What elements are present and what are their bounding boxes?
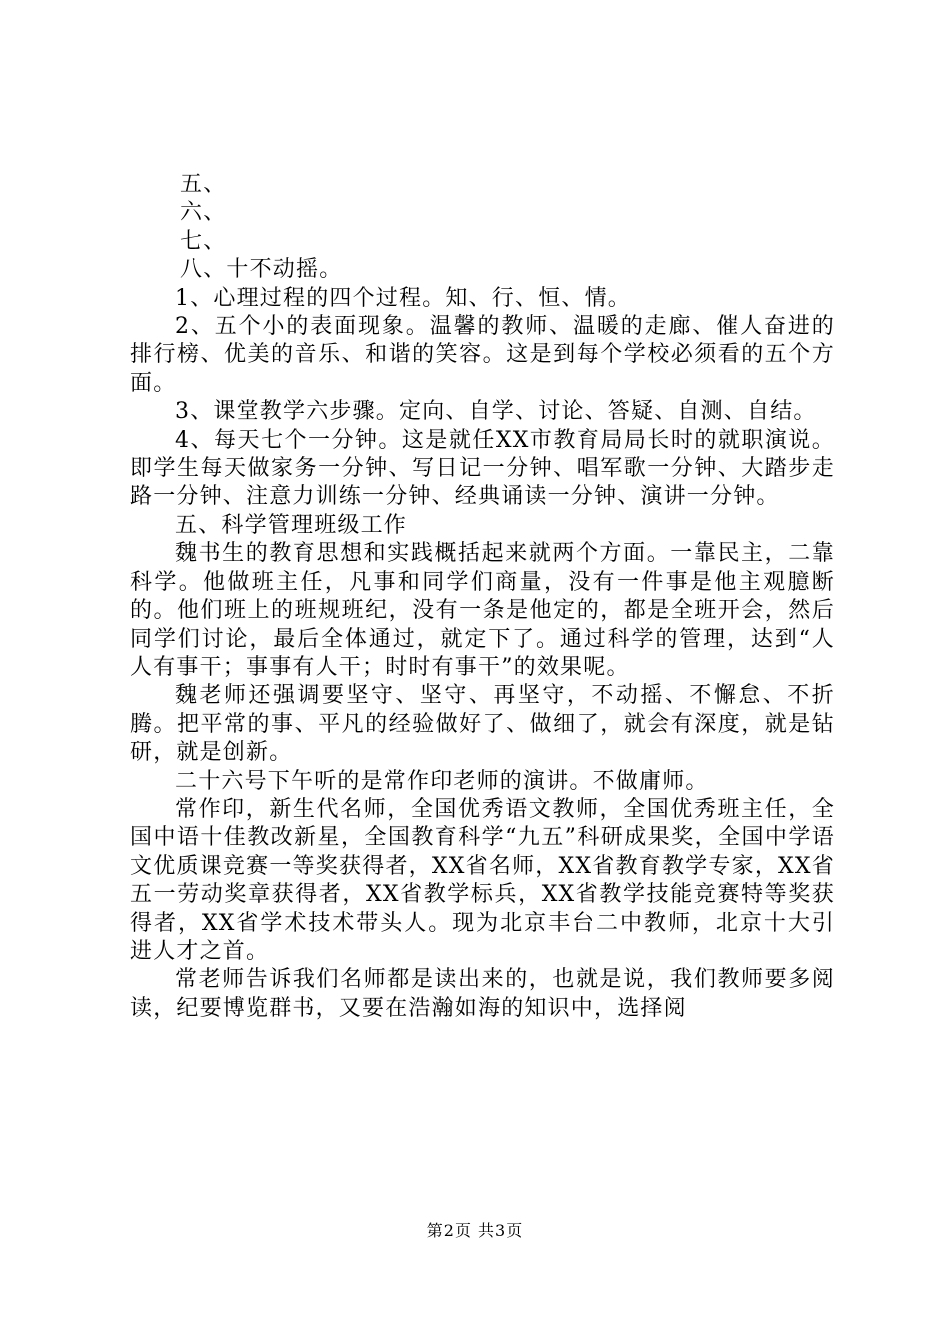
list-item: 六、 — [180, 200, 227, 226]
paragraph: 魏书生的教育思想和实践概括起来就两个方面。一靠民主，二靠科学。他做班主任，凡事和同学们商量，没有一件事是他主观臆断的。他们班上的班规班纪，没有一条是他定的，都是全班开会，然后同学们讨论，最后全体通过，就定下了。通过科学的管理，达到“人人有事干；事事有人干；时时有事干”的效果呢。 — [130, 541, 835, 680]
paragraph: 1、心理过程的四个过程。知、行、恒、情。 — [175, 285, 631, 311]
document-body — [130, 171, 835, 1023]
paragraph: 常老师告诉我们名师都是读出来的，也就是说，我们教师要多阅读，纪要博览群书，又要在浩瀚如海的知识中，选择阅 — [130, 967, 835, 1021]
list-item: 七、 — [180, 228, 227, 254]
paragraph: 2、五个小的表面现象。温馨的教师、温暖的走廊、催人奋进的排行榜、优美的音乐、和谐的笑容。这是到每个学校必须看的五个方面。 — [130, 314, 835, 396]
paragraph: 4、每天七个一分钟。这是就任XX市教育局局长时的就职演说。即学生每天做家务一分钟、写日记一分钟、唱军歌一分钟、大踏步走路一分钟、注意力训练一分钟、经典诵读一分钟、演讲一分钟。 — [130, 427, 835, 510]
list-item: 五、 — [180, 172, 227, 197]
list-item: 八、十不动摇。 — [180, 257, 343, 283]
page-footer: 第2页 共3页 — [426, 1221, 524, 1240]
paragraph: 常作印，新生代名师，全国优秀语文教师，全国优秀班主任，全国中语十佳教改新星，全国教育科学“九五”科研成果奖，全国中学语文优质课竞赛一等奖获得者，XX省名师，XX省教育教学专家，XX省五一劳动奖章获得者，XX省教学标兵，XX省教学技能竞赛特等奖获得者，XX省学术技术带头人。现为北京丰台二中教师，北京十大引进人才之首。 — [130, 796, 835, 964]
paragraph: 3、课堂教学六步骤。定向、自学、讨论、答疑、自测、自结。 — [175, 399, 817, 425]
paragraph: 魏老师还强调要坚守、坚守、再坚守，不动摇、不懈怠、不折腾。把平常的事、平凡的经验做好了、做细了，就会有深度，就是钻研，就是创新。 — [130, 683, 835, 766]
section-heading: 五、科学管理班级工作 — [175, 512, 408, 538]
paragraph: 二十六号下午听的是常作印老师的演讲。不做庸师。 — [175, 768, 709, 794]
